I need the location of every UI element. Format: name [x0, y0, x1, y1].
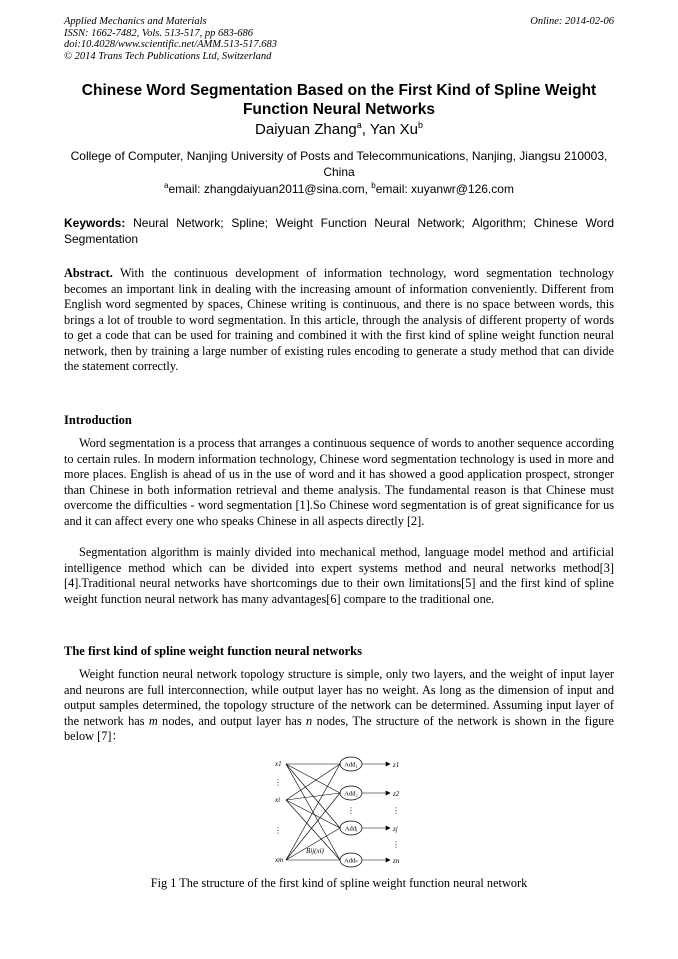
section2-text-b: nodes, and output layer has: [157, 713, 307, 728]
n-symbol: n: [306, 713, 313, 728]
figure-caption: Fig 1 The structure of the first kind of spline weight function neural network: [150, 876, 528, 890]
output-arrows: [362, 762, 390, 862]
input-ellipsis-1: ⋮: [274, 778, 282, 787]
weight-label: Bij(xi): [306, 847, 324, 855]
output-z2: z2: [393, 790, 400, 798]
journal-name: Applied Mechanics and Materials: [64, 16, 207, 27]
intro-heading: Introduction: [64, 413, 132, 427]
adder-ellipsis: ⋮: [347, 806, 355, 815]
author-2: Yan Xu: [369, 121, 418, 138]
author-separator: ,: [361, 121, 370, 138]
doi-line: doi:10.4028/www.scientific.net/AMM.513-517.683: [64, 39, 277, 50]
author-2-sup: b: [417, 120, 423, 130]
adder-2-label: Add₂: [344, 790, 358, 798]
intro-paragraph-2: Segmentation algorithm is mainly divided into mechanical method, language model method and artificial intelligence method which can be divided into expert systems method and neural networks method[3][4].Traditional neural networks have shortcomings due to their own limitations[5] and the first kind of spline weight function neural network has many advantages[6] compare to the traditional one.: [64, 545, 614, 606]
input-xm: xm: [275, 856, 284, 864]
input-xi: xi: [275, 796, 281, 804]
input-ellipsis-2: ⋮: [274, 826, 282, 835]
abstract-text: With the continuous development of information technology, word segmentation technology becomes an important link in dealing with the increasing amount of information conveniently. Different from English word segmented by spaces, Chinese writing is continuous, and there is no space between words, this brings a lot of trouble to word segmentation. In this article, through the analysis of different property of words to get a code that can be used for training and combined it with the first kind of spline weight function neural network, then by training a large number of existing rules encoding to generate a study method that can divide the statement correctly.: [64, 266, 614, 373]
section2-paragraph: [64, 667, 614, 745]
emails: [60, 181, 618, 196]
adder-j-label: Addⱼ: [344, 825, 358, 833]
title-line-1: Chinese Word Segmentation Based on the First Kind of Spline Weight: [81, 82, 597, 99]
keywords: [64, 216, 614, 247]
section2-text-c: nodes, The structure of the network is shown in the figure below [7]：: [64, 713, 615, 743]
output-zn: zn: [393, 857, 400, 865]
section2-text-a: Weight function neural network topology structure is simple, only two layers, and the weight of input layer and neurons are full interconnection, while output layer has no weight. As long as the dimension of input and output samples determined, the topology structure of the network can be determined. Assuming input layer of the network has: [64, 667, 614, 728]
issn-line: ISSN: 1662-7482, Vols. 513-517, pp 683-686: [64, 27, 253, 39]
authors: [60, 120, 618, 138]
m-symbol: m: [148, 713, 158, 728]
copyright-line: © 2014 Trans Tech Publications Ltd, Switzerland: [64, 50, 272, 62]
adder-n-label: Addₙ: [344, 857, 358, 865]
keywords-label: Keywords:: [64, 216, 126, 230]
email-a: email: zhangdaiyuan2011@sina.com,: [168, 182, 372, 196]
author-1: Daiyuan Zhang: [255, 121, 357, 138]
output-zj: zj: [393, 825, 398, 833]
connection-lines: [286, 764, 340, 860]
paper-title: [60, 81, 618, 119]
abstract: [64, 266, 614, 375]
output-z1: z1: [393, 761, 400, 769]
network-diagram: [266, 752, 416, 870]
affiliation: College of Computer, Nanjing University of Posts and Telecommunications, Nanjing, Jiangsu 210003, China: [70, 149, 608, 179]
email-b: email: xuyanwr@126.com: [375, 182, 514, 196]
input-x1: x1: [275, 760, 282, 768]
email-b-sup: b: [371, 181, 376, 190]
output-ellipsis-1: ⋮: [392, 806, 400, 815]
keywords-text: Neural Network; Spline; Weight Function Neural Network; Algorithm; Chinese Word Segmentation: [64, 216, 614, 246]
author-1-sup: a: [356, 120, 362, 130]
section2-heading: The first kind of spline weight function neural networks: [64, 644, 362, 658]
title-line-2: Function Neural Networks: [242, 101, 436, 118]
adder-1-label: Add₁: [344, 761, 358, 769]
output-ellipsis-2: ⋮: [392, 840, 400, 849]
abstract-label: Abstract.: [64, 266, 113, 280]
online-date: Online: 2014-02-06: [530, 16, 614, 27]
intro-paragraph-1: Word segmentation is a process that arranges a continuous sequence of words to another sequence according to certain rules. In modern information technology, Chinese word segmentation technology is used in more and more places. English is ahead of us in the use of word and it has showed a good application prospect, stronger than Chinese in both information retrieval and theme analysis. The fundamental reason is that Chinese must overcome the difficulties - word segmentation [1].So Chinese word segmentation is of great significance for us and it can affect every one who speaks Chinese in all aspects directly [2].: [64, 436, 614, 528]
email-a-sup: a: [164, 181, 169, 190]
